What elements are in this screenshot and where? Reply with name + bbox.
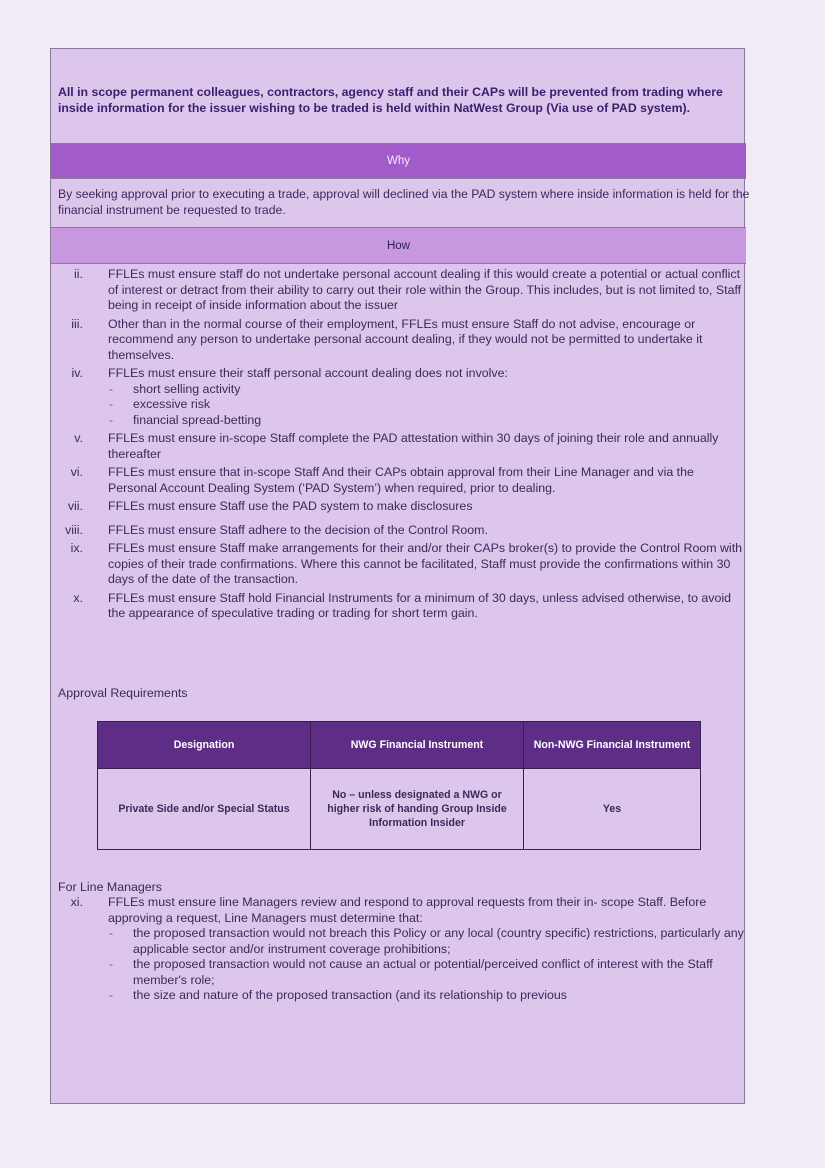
list-number: vi. [70,465,83,479]
table-cell: Private Side and/or Special Status [98,769,311,850]
list-text: Other than in the normal course of their employment, FFLEs must ensure Staff do not advise, encourage or recommend any person to undertake personal account dealing, if they would not be permitted to undertake it themselves. [108,316,703,362]
line-managers-title: For Line Managers [58,880,162,894]
list-item [51,499,746,515]
sub-item [108,926,746,957]
dash-bullet: - [109,926,114,940]
sub-item [108,988,746,1004]
list-item [51,541,746,588]
sub-item-text: excessive risk [133,397,211,411]
why-heading: Why [387,155,410,167]
how-heading: How [386,239,410,252]
sub-item [108,413,746,429]
sub-item-text: short selling activity [133,381,241,396]
how-list [51,267,746,625]
dash-bullet: - [109,397,114,411]
sub-item [108,957,746,988]
list-number: iii. [71,316,83,331]
list-text: FFLEs must ensure that in-scope Staff And their CAPs obtain approval from their Line Manager and via the Personal Account Dealing System (‘PAD System’) when required, prior to dealing. [108,465,694,495]
table-cell: Yes [524,769,701,850]
list-number: v. [74,431,83,445]
document-page [50,48,750,1104]
column-header: Non-NWG Financial Instrument [524,722,701,769]
table-header-row [98,722,701,769]
list-item [51,523,746,539]
table-cell: No – unless designated a NWG or higher risk of handing Group Inside Information Insider [311,769,524,850]
list-number: xi. [70,895,83,909]
list-text: FFLEs must ensure line Managers review and respond to approval requests from their in- scope Staff. Before approving a request, Line Managers must determine that: [108,895,707,925]
list-number: vii. [67,499,83,513]
list-number: x. [73,590,83,605]
list-text: FFLEs must ensure staff do not undertake personal account dealing if this would create a potential or actual conflict of interest or detract from their ability to carry out their role within the Group. This includes, but is not limited to, Staff being in receipt of inside information about the issuer [108,267,742,312]
list-text: FFLEs must ensure Staff adhere to the decision of the Control Room. [108,522,488,537]
dash-bullet: - [109,381,114,396]
sub-item-text: the size and nature of the proposed transaction (and its relationship to previous [133,988,567,1002]
list-number: ii. [74,267,83,281]
list-item [51,366,746,428]
list-text: FFLEs must ensure in-scope Staff complete the PAD attestation within 30 days of joining their role and annually thereafter [108,431,719,461]
why-heading-band [51,143,746,179]
list-text: FFLEs must ensure their staff personal account dealing does not involve: [108,366,508,380]
list-text: FFLEs must ensure Staff hold Financial Instruments for a minimum of 30 days, unless advised otherwise, to avoid the appearance of speculative trading or trading for short term gain. [108,590,732,620]
dash-bullet: - [109,988,114,1002]
sub-item-text: the proposed transaction would not breach this Policy or any local (country specific) restrictions, particularly any applicable sector and/or instrument coverage prohibitions; [133,926,744,956]
list-number: ix. [70,541,83,555]
list-item [51,317,746,364]
list-number: iv. [71,366,83,380]
table-row [98,769,701,850]
line-managers-list [51,895,746,1007]
sub-item [108,397,746,413]
approval-table [97,721,701,850]
how-heading-band [51,227,746,264]
intro-statement: All in scope permanent colleagues, contractors, agency staff and their CAPs will be prevented from trading where inside information for the issuer wishing to be traded is held within NatWest Group (Via use of PAD system). [58,85,723,115]
column-header: NWG Financial Instrument [311,722,524,769]
list-item [51,591,746,622]
dash-bullet: - [109,957,114,971]
list-text: FFLEs must ensure Staff use the PAD system to make disclosures [108,499,473,513]
sub-item [108,382,746,398]
why-text: By seeking approval prior to executing a trade, approval will declined via the PAD system where inside information is held for the financial instrument be requested to trade. [58,187,750,217]
column-header: Designation [98,722,311,769]
list-item [51,431,746,462]
list-item [51,465,746,496]
list-item [51,267,746,314]
list-text: FFLEs must ensure Staff make arrangements for their and/or their CAPs broker(s) to provide the Control Room with copies of their trade confirmations. Where this cannot be facilitated, Staff must provide the confirmations within 30 days of the date of the transaction. [108,541,743,586]
list-item [51,895,746,1004]
dash-bullet: - [109,412,114,427]
approval-requirements-title: Approval Requirements [58,686,188,700]
list-number: viii. [65,522,83,537]
sub-item-text: financial spread-betting [133,412,262,427]
sub-item-text: the proposed transaction would not cause an actual or potential/perceived conflict of interest with the Staff member's role; [133,957,713,987]
